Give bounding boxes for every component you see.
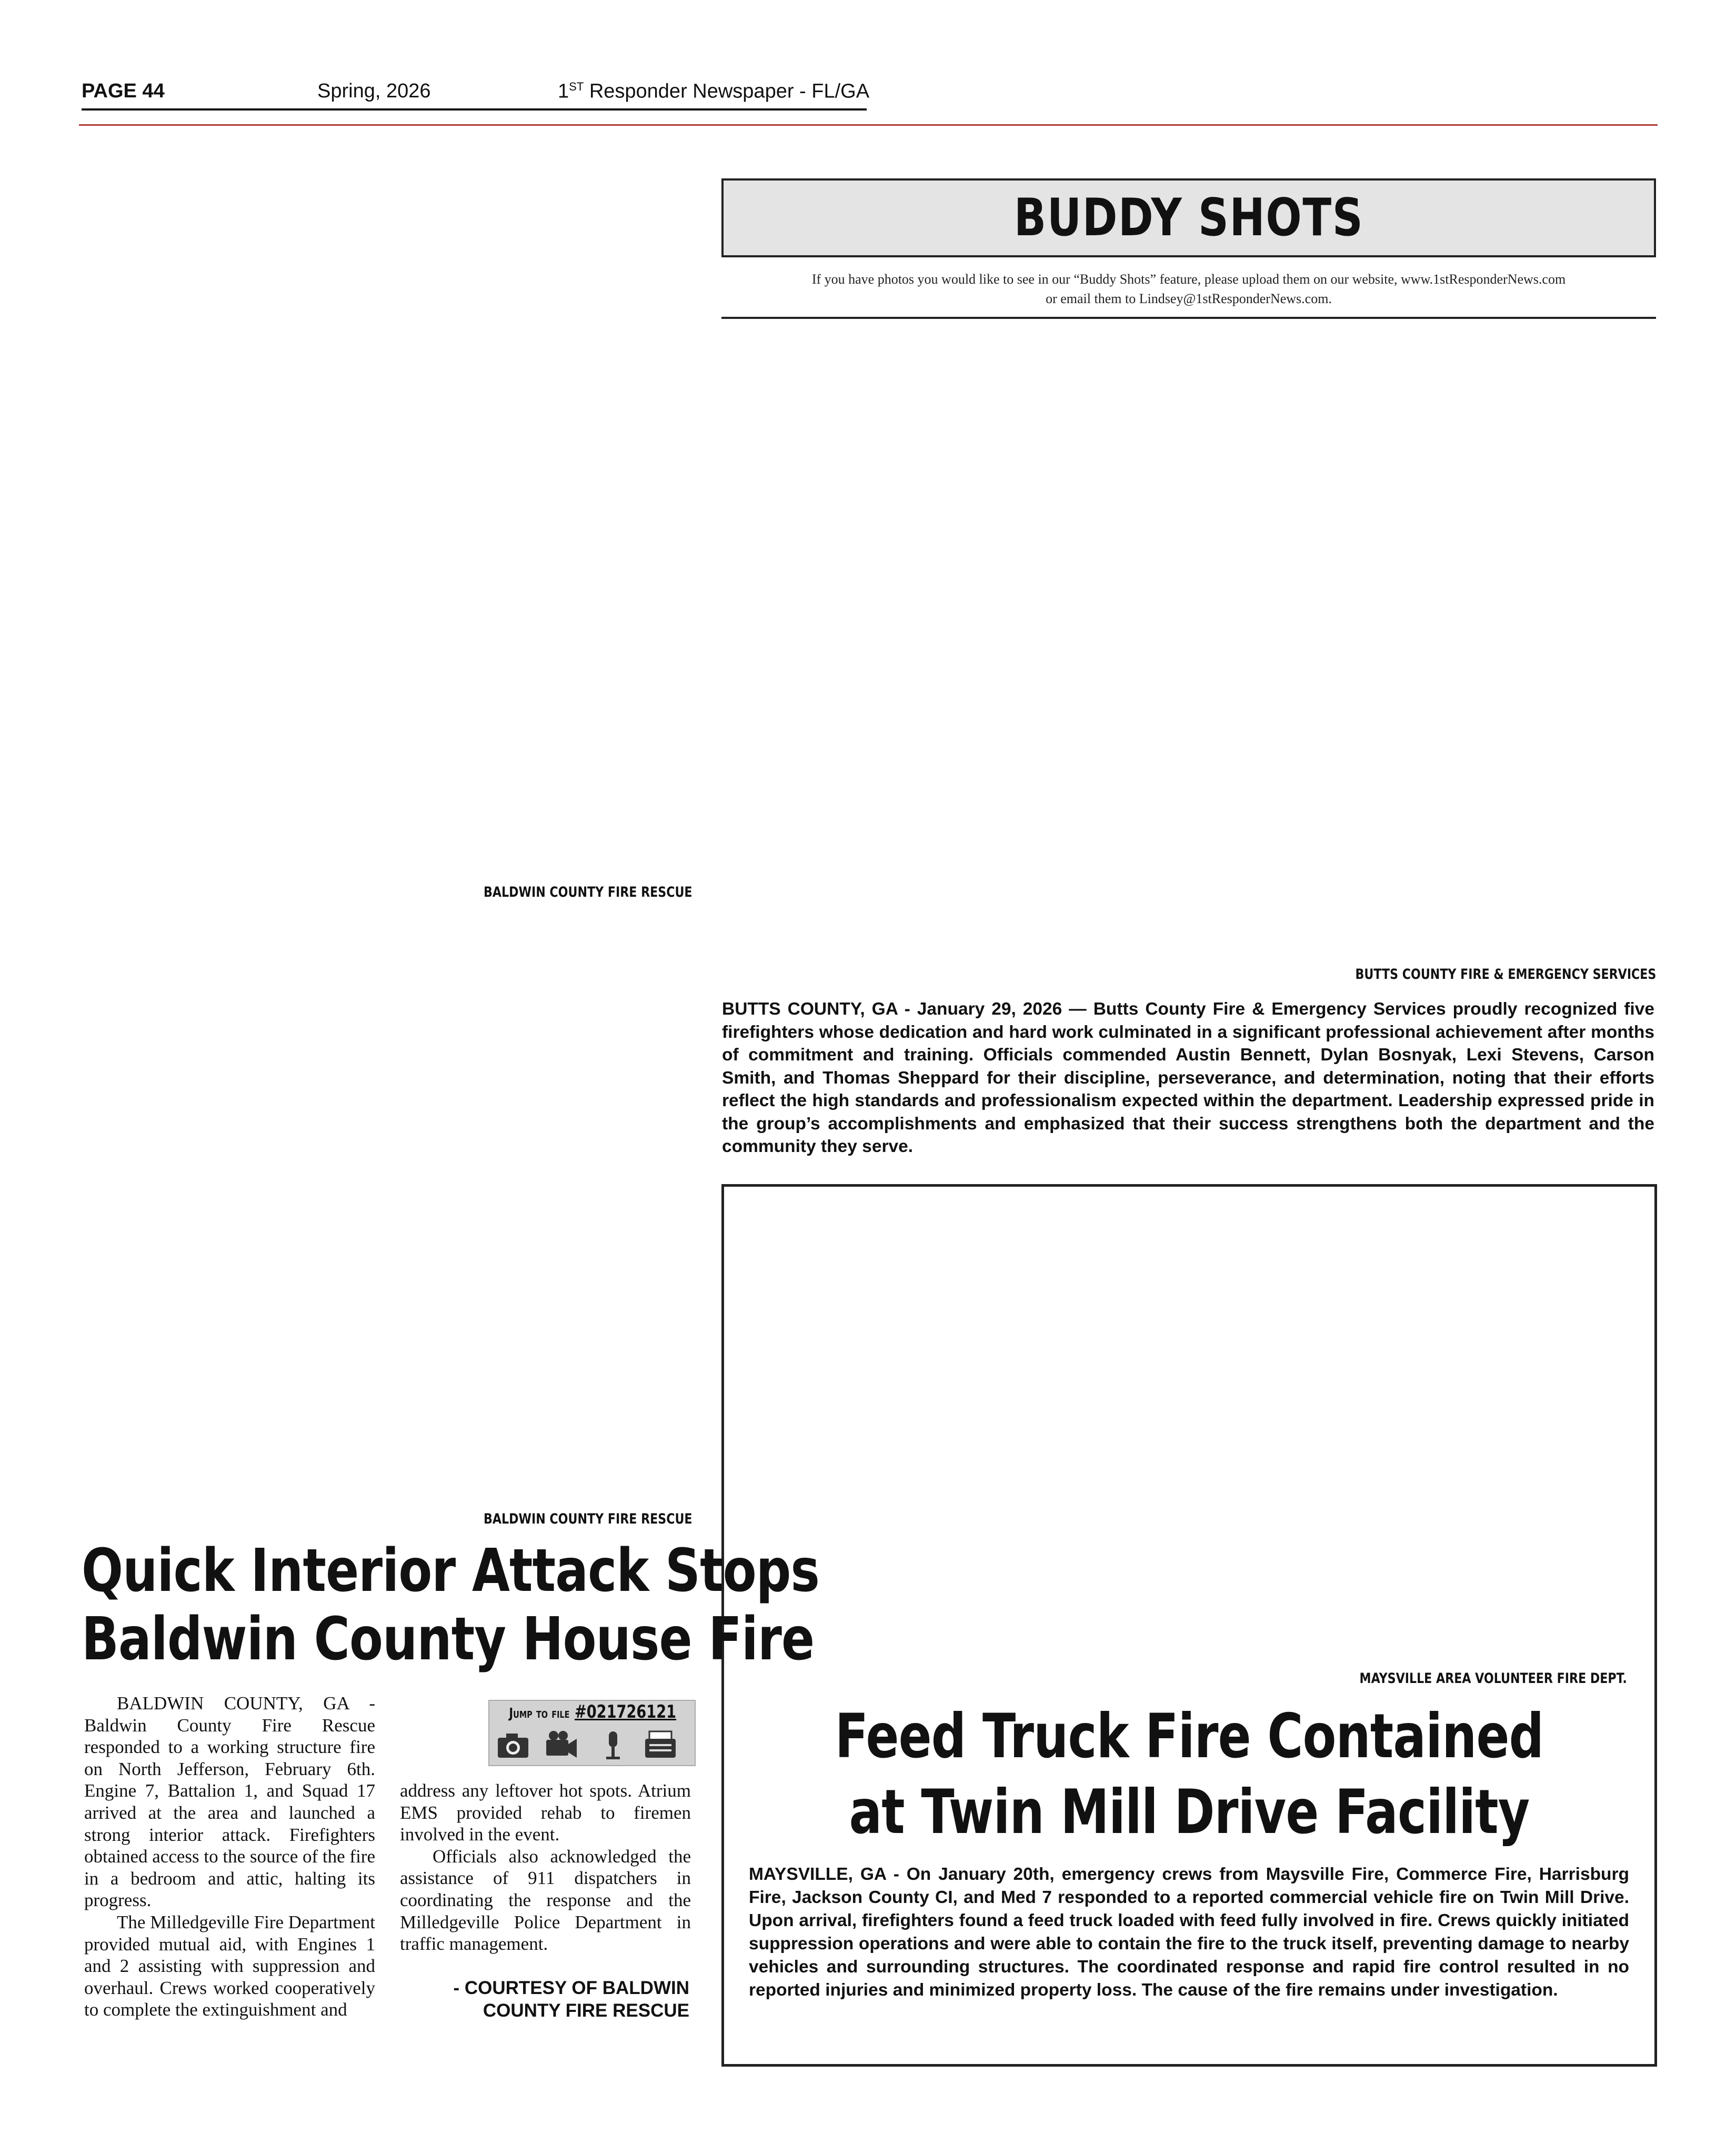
- page-number: PAGE 44: [82, 80, 165, 102]
- jump-to-file-number[interactable]: #021726121: [574, 1701, 677, 1722]
- butts-story-text: BUTTS COUNTY, GA - January 29, 2026 — Butts County Fire & Emergency Services proudly recognized five firefighters whose dedication and hard work culminated in a significant professional achievement after months of commitment and training. Officials commended Austin Bennett, Dylan Bosnyak, Lexi Stevens, Carson Smith, and Thomas Sheppard for their discipline, perseverance, and determination, noting that their efforts reflect the high standards and professionalism expected within the department. Leadership expressed pride in the group’s accomplishments and emphasized that their success strengthens both the department and the community they serve.: [722, 999, 1654, 1156]
- baldwin-headline-line1: Quick Interior Attack Stops: [82, 1537, 819, 1605]
- maysville-headline-line1: Feed Truck Fire Contained: [835, 1701, 1544, 1772]
- baldwin-headline-line2: Baldwin County House Fire: [82, 1605, 815, 1674]
- buddy-shots-note-line2: or email them to Lindsey@1stResponderNews.com.: [1046, 291, 1332, 306]
- maysville-headline-line2: at Twin Mill Drive Facility: [849, 1777, 1530, 1848]
- camera-icon: [495, 1728, 531, 1762]
- baldwin-story-column-right: [400, 1780, 691, 1955]
- baldwin-paragraph-4: Officials also acknowledged the assistance of 911 dispatchers in coordinating the response and the Milledgeville Police Department in traffic management.: [400, 1846, 691, 1955]
- maysville-story-text: MAYSVILLE, GA - On January 20th, emergency crews from Maysville Fire, Commerce Fire, Harrisburg Fire, Jackson County CI, and Med 7 responded to a reported commercial vehicle fire on Twin Mill Drive. Upon arrival, firefighters found a feed truck loaded with feed fully involved in fire. Crews quickly initiated suppression operations and were able to contain the fire to the truck itself, preventing damage to nearby vehicles and surrounding structures. The coordinated response and rapid fire control resulted in no reported injuries and minimized property loss. The cause of the fire remains under investigation.: [749, 1865, 1629, 2000]
- newspaper-name: [558, 80, 869, 103]
- baldwin-courtesy-line1: - COURTESY OF BALDWIN: [453, 1978, 689, 1998]
- buddy-shots-note-line1: If you have photos you would like to see in our “Buddy Shots” feature, please upload them on our website, www.1stResponderNews.com: [811, 272, 1566, 287]
- baldwin-courtesy-line2: COUNTY FIRE RESCUE: [483, 2000, 689, 2021]
- header-rule: [79, 124, 1658, 126]
- buddy-shots-title: BUDDY SHOTS: [1013, 188, 1364, 248]
- typewriter-icon: [642, 1728, 679, 1762]
- newspaper-name-prefix: 1: [558, 80, 569, 103]
- newspaper-name-superscript: ST: [569, 80, 584, 93]
- baldwin-paragraph-2: The Milledgeville Fire Department provided mutual aid, with Engines 1 and 2 assisting with suppression and overhaul. Crews worked cooperatively to complete the extinguishment and: [84, 1911, 375, 2020]
- video-camera-icon: [542, 1728, 579, 1762]
- baldwin-story-column-left: [84, 1692, 375, 2021]
- baldwin-courtesy: [400, 1977, 689, 2022]
- newspaper-name-rest: Responder Newspaper - FL/GA: [584, 80, 870, 103]
- header-underline: [82, 108, 867, 111]
- jump-to-file-label[interactable]: [509, 1700, 675, 1726]
- baldwin-paragraph-1: BALDWIN COUNTY, GA - Baldwin County Fire Rescue responded to a working structure fire on North Jefferson, February 6th. Engine 7, Battalion 1, and Squad 17 arrived at the area and launched a strong interior attack. Firefighters obtained access to the source of the fire in a bedroom and attic, halting its progress.: [84, 1693, 375, 1911]
- maysville-headline: [815, 1699, 1563, 1850]
- photo-credit-baldwin-top: BALDWIN COUNTY FIRE RESCUE: [484, 884, 693, 900]
- buddy-shots-rule: [721, 317, 1656, 319]
- issue-date: Spring, 2026: [317, 80, 431, 102]
- photo-credit-maysville: MAYSVILLE AREA VOLUNTEER FIRE DEPT.: [1359, 1670, 1627, 1687]
- photo-credit-butts: BUTTS COUNTY FIRE & EMERGENCY SERVICES: [1355, 966, 1656, 983]
- buddy-shots-note: [721, 269, 1656, 308]
- baldwin-headline: [82, 1537, 819, 1674]
- microphone-icon: [595, 1728, 631, 1762]
- photo-credit-baldwin-bottom: BALDWIN COUNTY FIRE RESCUE: [484, 1511, 693, 1527]
- buddy-shots-banner: [721, 178, 1656, 257]
- baldwin-paragraph-3: address any leftover hot spots. Atrium EMS provided rehab to firemen involved in the event.: [400, 1780, 691, 1845]
- jump-to-file-prefix: Jump to file: [509, 1706, 570, 1721]
